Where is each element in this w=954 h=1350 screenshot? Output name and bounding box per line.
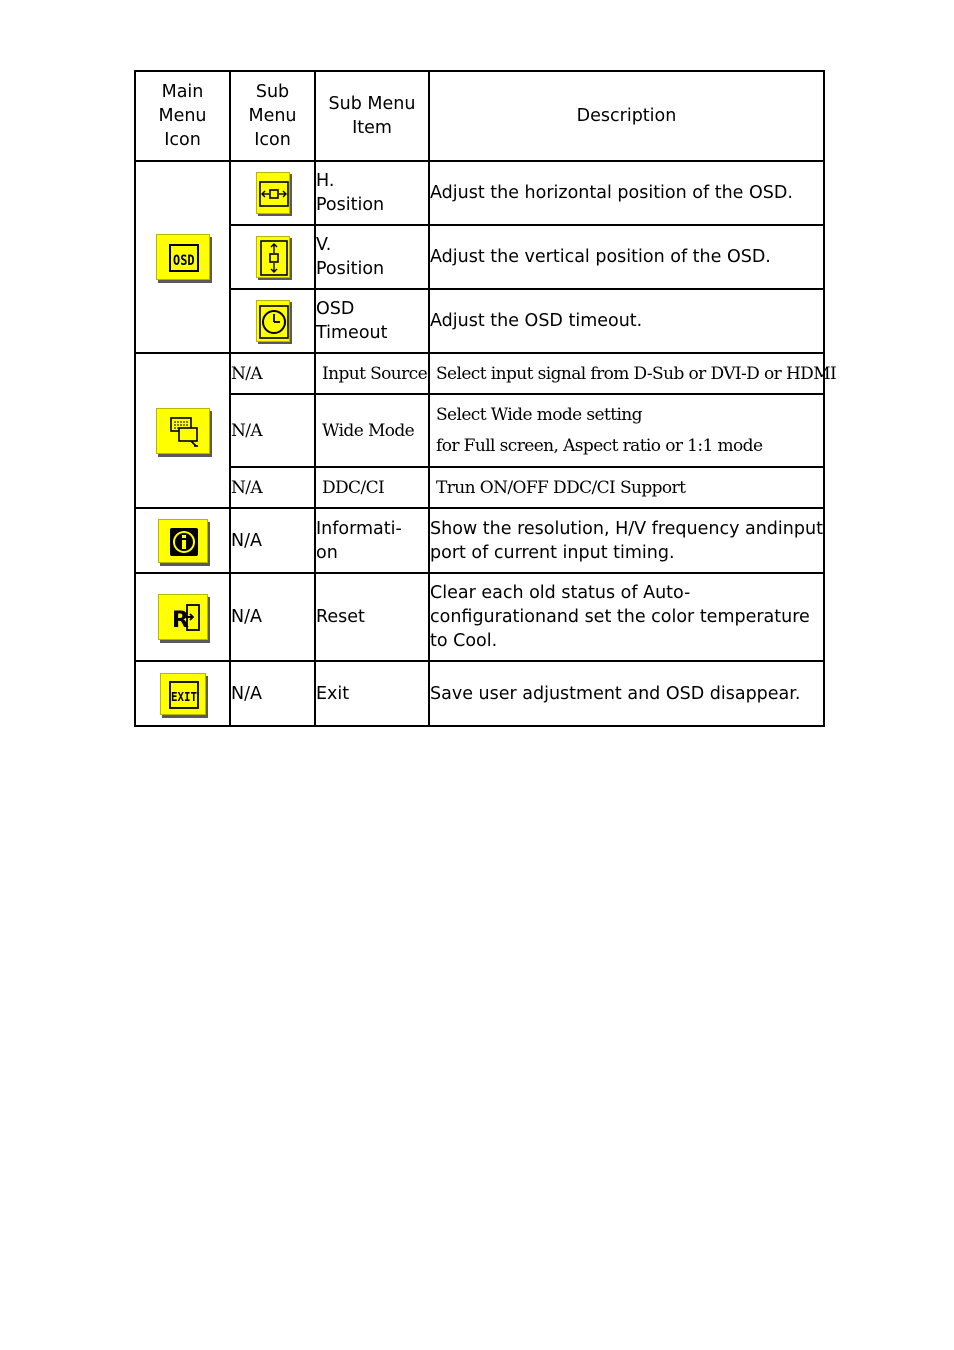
description-wide-line2: for Full screen, Aspect ratio or 1:1 mode [436,436,763,456]
header-sub-menu-icon: Sub Menu Icon [230,71,315,161]
svg-text:EXIT: EXIT [170,688,197,704]
main-icon-cell-input [135,353,230,508]
osd-menu-table [134,70,837,727]
description-wide [429,394,824,467]
description-timeout: Adjust the OSD timeout. [429,289,824,353]
main-icon-cell-info [135,508,230,573]
description-ddc: Trun ON/OFF DDC/CI Support [429,467,824,508]
main-icon-cell-reset [135,573,230,661]
description-info: Show the resolution, H/V frequency andinput port of current input timing. [429,508,824,573]
main-icon-cell-osd [135,161,230,353]
sub-icon-na-info: N/A [230,508,315,573]
description-input: Select input signal from D-Sub or DVI-D or HDMI [429,353,824,394]
header-sub-menu-item: Sub Menu Item [315,71,429,161]
sub-menu-item-input: Input Source [315,353,429,394]
sub-icon-na-exit: N/A [230,661,315,726]
table-header-row [135,71,824,161]
header-main-menu-icon: Main Menu Icon [135,71,230,161]
sub-menu-item-info: Informati- on [315,508,429,573]
sub-menu-item-vpos: V. Position [315,225,429,289]
exit-icon [160,673,206,715]
sub-menu-item-reset: Reset [315,573,429,661]
table-row [135,225,824,289]
sub-menu-item-exit: Exit [315,661,429,726]
clock-icon [256,300,290,342]
description-reset: Clear each old status of Auto-configurationand set the color temperature to Cool. [429,573,824,661]
svg-text:R: R [171,608,189,633]
sub-icon-cell-timeout [230,289,315,353]
sub-icon-na-ddc: N/A [230,467,315,508]
sub-icon-na-input: N/A [230,353,315,394]
description-vpos: Adjust the vertical position of the OSD. [429,225,824,289]
table-row [135,508,824,573]
table-row [135,661,824,726]
sub-icon-cell-vpos [230,225,315,289]
sub-menu-item-ddc: DDC/CI [315,467,429,508]
reset-icon [158,594,208,640]
input-source-icon [156,408,210,454]
table-row [135,467,824,508]
sub-menu-item-hpos: H. Position [315,161,429,225]
sub-menu-item-wide: Wide Mode [315,394,429,467]
table-row [135,394,824,467]
sub-icon-na-reset: N/A [230,573,315,661]
sub-icon-cell-hpos [230,161,315,225]
osd-settings-icon [156,234,210,280]
information-icon [158,519,208,563]
svg-text:OSD: OSD [172,253,195,270]
sub-icon-na-wide: N/A [230,394,315,467]
header-description: Description [429,71,824,161]
horizontal-position-icon [256,172,290,214]
main-icon-cell-exit [135,661,230,726]
description-exit: Save user adjustment and OSD disappear. [429,661,824,726]
table-row [135,353,824,394]
description-wide-line1: Select Wide mode setting [436,405,642,425]
sub-menu-item-timeout: OSD Timeout [315,289,429,353]
table-row [135,573,824,661]
table-row [135,289,824,353]
table-row [135,161,824,225]
vertical-position-icon [256,236,290,278]
description-hpos: Adjust the horizontal position of the OSD. [429,161,824,225]
